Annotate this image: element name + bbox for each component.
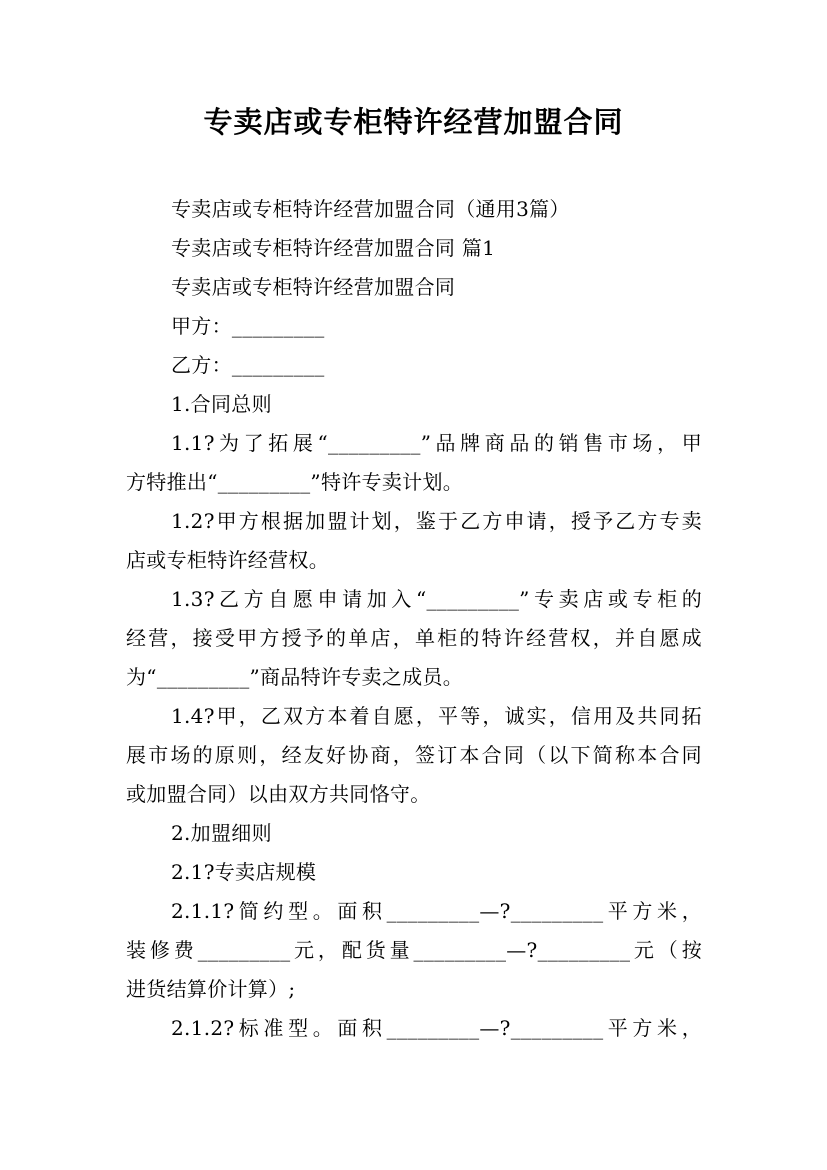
paragraph-line: 1.2?甲方根据加盟计划，鉴于乙方申请，授予乙方专卖 [171,509,702,533]
paragraph-line: 2.1.1?简约型。面积_________—?_________平方米， [171,899,702,923]
section-heading: 1.合同总则 [171,392,272,416]
paragraph-line: 1.3?乙方自愿申请加入“_________”专卖店或专柜的 [171,587,702,611]
party-b-line: 乙方：_________ [171,353,325,377]
document-body [126,190,702,1048]
subsection-heading: 2.1?专卖店规模 [171,860,317,884]
paragraph-line: 或加盟合同）以由双方共同恪守。 [126,782,431,806]
paragraph-line: 店或专柜特许经营权。 [126,548,329,572]
document-title: 专卖店或专柜特许经营加盟合同 [203,105,624,139]
paragraph-line: 方特推出“_________”特许专卖计划。 [126,470,464,494]
paragraph-line: 展市场的原则，经友好协商，签订本合同（以下简称本合同 [126,743,702,767]
paragraph-line: 为“_________”商品特许专卖之成员。 [126,665,464,689]
paragraph-line: 2.1.2?标准型。面积_________—?_________平方米， [171,1016,702,1040]
paragraph-line: 进货结算价计算）; [126,977,296,1001]
paragraph-line: 经营，接受甲方授予的单店，单柜的特许经营权，并自愿成 [126,626,702,650]
party-a-line: 甲方：_________ [171,314,325,338]
section-heading: 2.加盟细则 [171,821,272,845]
paragraph-line: 专卖店或专柜特许经营加盟合同（通用3篇） [171,197,570,221]
paragraph-line: 装修费_________元，配货量_________—?_________元（按 [126,938,702,962]
paragraph-line: 1.1?为了拓展“_________”品牌商品的销售市场，甲 [171,431,702,455]
paragraph-line: 专卖店或专柜特许经营加盟合同 [171,275,456,299]
paragraph-line: 专卖店或专柜特许经营加盟合同 篇1 [171,236,496,260]
paragraph-line: 1.4?甲，乙双方本着自愿，平等，诚实，信用及共同拓 [171,704,702,728]
